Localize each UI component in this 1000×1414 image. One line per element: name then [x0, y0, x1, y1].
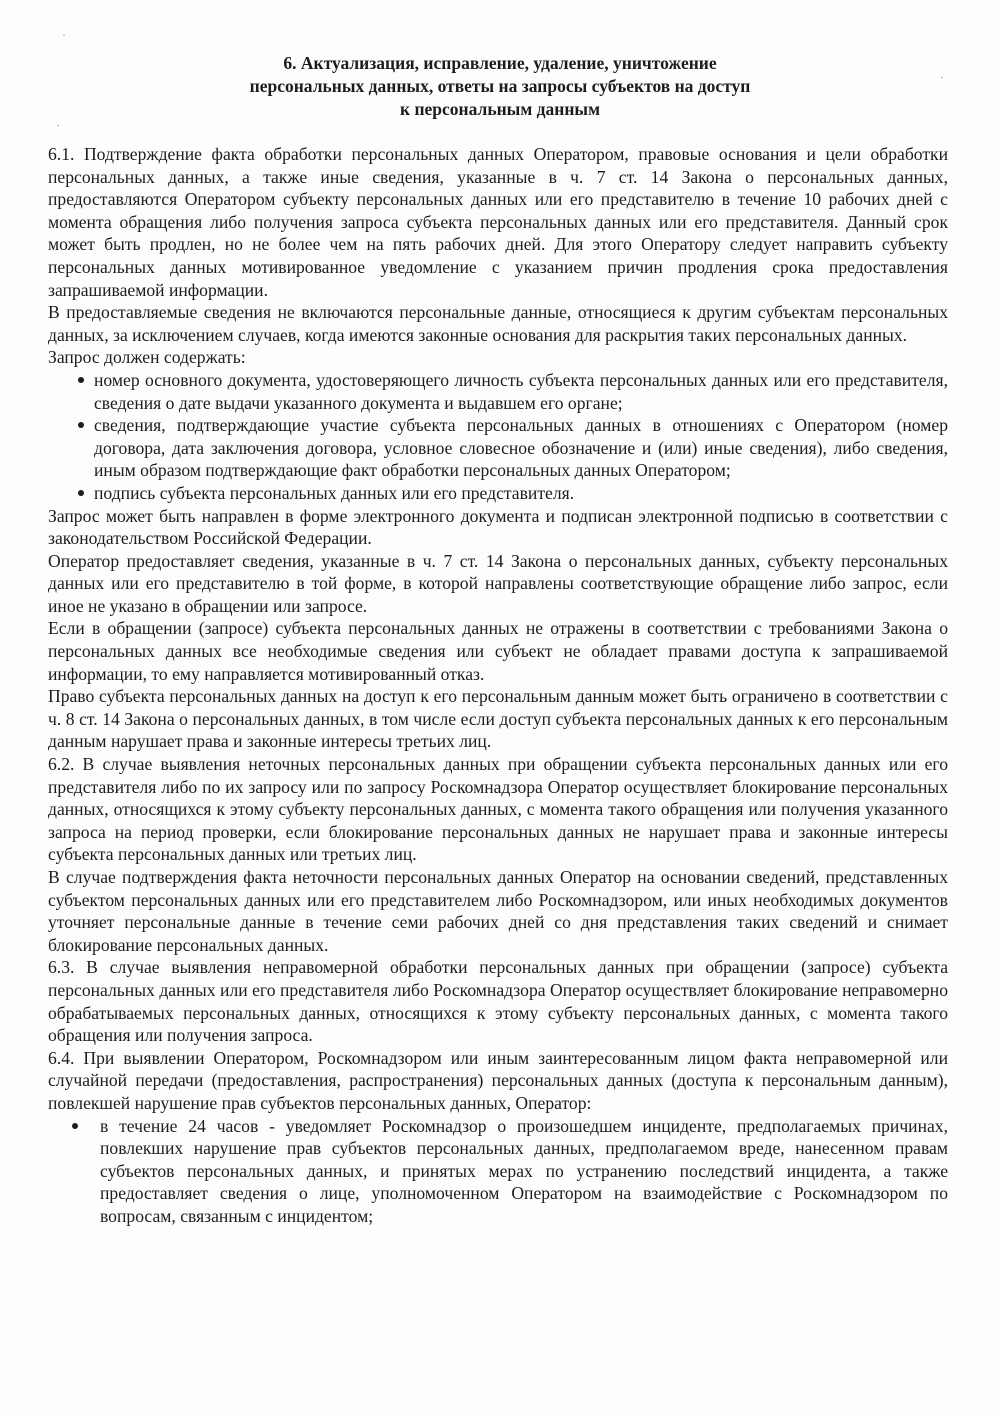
list-item: сведения, подтверждающие участие субъекта персональных данных в отношениях с Оператором (номер договора, дата заключения договора, условное словесное обозначение и (или) иные сведения), либо сведения, иным образом подтверждающие факт обработки персональных данных Оператором;: [48, 414, 948, 482]
incident-actions-list: [48, 1115, 948, 1228]
paragraph-6-2: 6.2. В случае выявления неточных персональных данных при обращении субъекта персональных данных или его представителя либо по их запросу или по запросу Роскомнадзора Оператор осуществляет блокирование персональных данных, относящихся к этому субъекту персональных данных, с момента такого обращения или получения указанного запроса на период проверки, если блокирование персональных данных не нарушает права и законные интересы субъекта персональных данных или третьих лиц.: [48, 754, 948, 865]
list-item: номер основного документа, удостоверяющего личность субъекта персональных данных или его представителя, сведения о дате выдачи указанного документа и выдавшем его органе;: [48, 369, 948, 414]
paragraph-confirmation: В случае подтверждения факта неточности персональных данных Оператор на основании сведений, представленных субъектом персональных данных или его представителем либо Роскомнадзором, или иных необходимых документов уточняет персональные данные в течение семи рабочих дней со дня представления таких сведений и снимает блокирование персональных данных.: [48, 867, 948, 955]
paragraph-electronic-request: Запрос может быть направлен в форме электронного документа и подписан электронной подписью в соответствии с законодательством Российской Федерации.: [48, 505, 948, 549]
paragraph-6-4: 6.4. При выявлении Оператором, Роскомнадзором или иным заинтересованным лицом факта неправомерной или случайной передачи (предоставления, распространения) персональных данных (доступа к персональным данным), повлекшей нарушение прав субъектов персональных данных, Оператор:: [48, 1047, 948, 1113]
request-requirements-list: [48, 369, 948, 505]
section-title-line: персональных данных, ответы на запросы субъектов на доступ: [249, 76, 751, 96]
paragraph-excluded-data: В предоставляемые сведения не включаются персональные данные, относящиеся к другим субъектам персональных данных, за исключением случаев, когда имеются законные основания для раскрытия таких персональных данных.: [48, 302, 948, 345]
list-item: подпись субъекта персональных данных или его представителя.: [48, 482, 948, 505]
paragraph-6-3: 6.3. В случае выявления неправомерной обработки персональных данных при обращении (запросе) субъекта персональных данных или его представителя либо Роскомнадзора Оператор осуществляет блокирование неправомерно обрабатываемых персональных данных, относящихся к этому субъекту персональных данных, с момента такого обращения или получения запроса.: [48, 957, 948, 1046]
list-item: в течение 24 часов - уведомляет Роскомнадзор о произошедшем инциденте, предполагаемых причинах, повлекших нарушение прав субъектов персональных данных, предполагаемом вреде, нанесенном правам субъектов персональных данных, и принятых мерах по устранению последствий инцидента, а также предоставляет сведения о лице, уполномоченном Оператором на взаимодействие с Роскомнадзором по вопросам, связанным с инцидентом;: [48, 1115, 948, 1228]
scan-speck: ·: [56, 118, 60, 132]
paragraph-refusal: Если в обращении (запросе) субъекта персональных данных не отражены в соответствии с требованиями Закона о персональных данных все необходимые сведения или субъект не обладает правами доступа к запрашиваемой информации, то ему направляется мотивированный отказ.: [48, 618, 948, 684]
scan-speck: ·: [940, 70, 944, 84]
paragraph-right-limited: Право субъекта персональных данных на доступ к его персональным данным может быть ограничено в соответствии с ч. 8 ст. 14 Закона о персональных данных, в том числе если доступ субъекта персональных данных к его персональным данным нарушает права и законные интересы третьих лиц.: [48, 686, 948, 752]
request-intro: Запрос должен содержать:: [48, 347, 246, 368]
paragraph-operator-provides: Оператор предоставляет сведения, указанные в ч. 7 ст. 14 Закона о персональных данных, субъекту персональных данных или его представителю в той форме, в которой направлены соответствующие обращение либо запрос, если иное не указано в обращении или запросе.: [48, 550, 948, 616]
section-title-line: 6. Актуализация, исправление, удаление, уничтожение: [283, 53, 717, 73]
section-title: [120, 52, 880, 121]
document-body: [48, 143, 948, 1228]
section-title-line: к персональным данным: [399, 99, 600, 119]
paragraph-6-1: 6.1. Подтверждение факта обработки персональных данных Оператором, правовые основания и цели обработки персональных данных, а также иные сведения, указанные в ч. 7 ст. 14 Закона о персональных данных, предоставляются Оператором субъекту персональных данных или его представителю в течение 10 рабочих дней с момента обращения либо получения запроса субъекта персональных данных или его представителя. Данный срок может быть продлен, но не более чем на пять рабочих дней. Для этого Оператору следует направить субъекту персональных данных мотивированное уведомление с указанием причин продления срока предоставления запрашиваемой информации.: [48, 144, 948, 300]
scan-speck: ·: [62, 28, 66, 42]
